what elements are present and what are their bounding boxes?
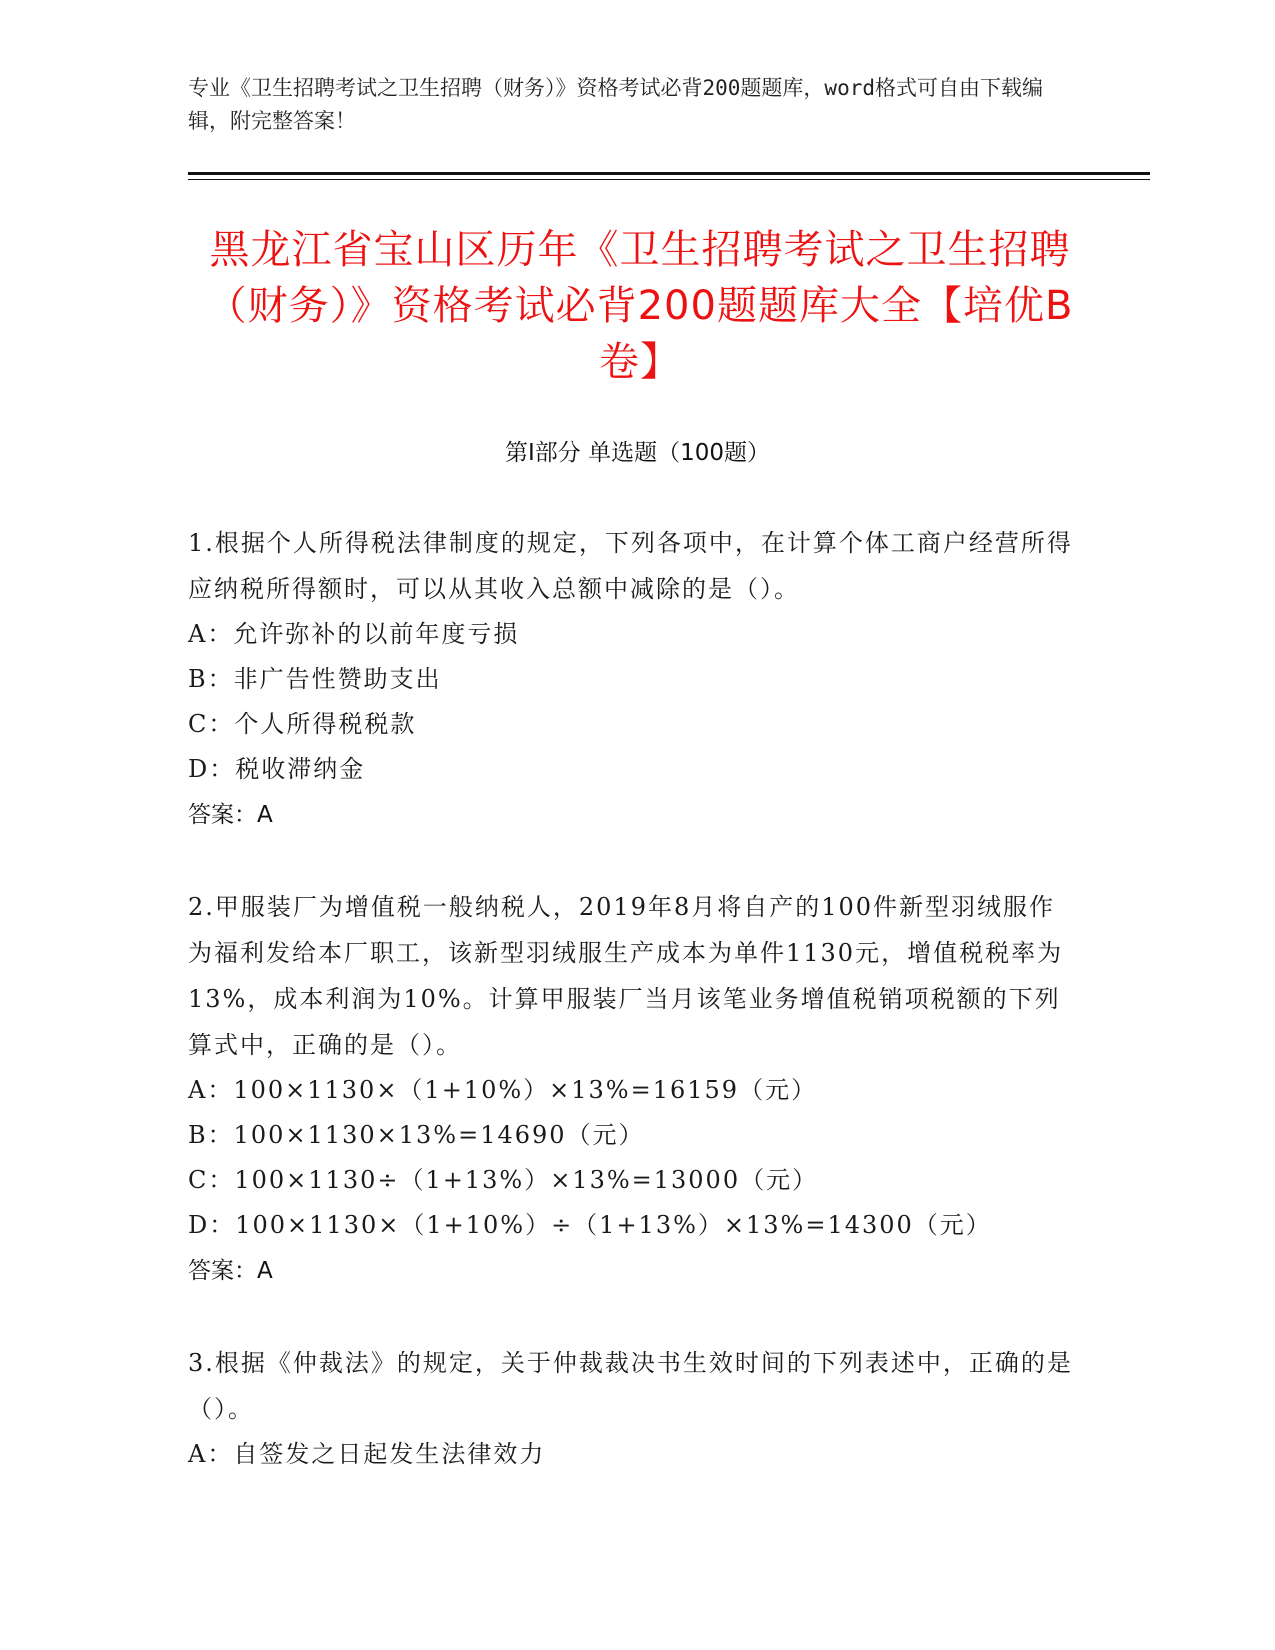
header-rule-thick: [188, 172, 1150, 175]
question-list: [188, 520, 1078, 1523]
question-3: [188, 1340, 1078, 1477]
question-stem: 3.根据《仲裁法》的规定，关于仲裁裁决书生效时间的下列表述中，正确的是（）。: [188, 1349, 1073, 1423]
header-note: 专业《卫生招聘考试之卫生招聘（财务）》资格考试必背200题题库，word格式可自由下载编辑，附完整答案！: [188, 76, 1043, 133]
option-b: B：非广告性赞助支出: [188, 665, 442, 693]
section-title: 第Ⅰ部分 单选题（100题）: [505, 440, 770, 466]
option-a: A：允许弥补的以前年度亏损: [188, 620, 520, 648]
option-d: D：税收滞纳金: [188, 755, 366, 783]
document-title: 黑龙江省宝山区历年《卫生招聘考试之卫生招聘（财务）》资格考试必背200题题库大全【培优B卷】: [206, 227, 1074, 385]
question-1: [188, 520, 1078, 838]
answer-label: 答案：A: [188, 1258, 273, 1284]
option-c: C：个人所得税税款: [188, 710, 417, 738]
question-stem: 1.根据个人所得税法律制度的规定，下列各项中，在计算个体工商户经营所得应纳税所得额时，可以从其收入总额中减除的是（）。: [188, 529, 1073, 603]
option-d: D：100×1130×（1+10%）÷（1+13%）×13%=14300（元）: [188, 1211, 992, 1239]
option-b: B：100×1130×13%=14690（元）: [188, 1121, 645, 1149]
question-2: [188, 884, 1078, 1294]
option-c: C：100×1130÷（1+13%）×13%=13000（元）: [188, 1166, 819, 1194]
option-a: A：100×1130×（1+10%）×13%=16159（元）: [188, 1076, 818, 1104]
question-stem: 2.甲服装厂为增值税一般纳税人，2019年8月将自产的100件新型羽绒服作为福利发给本厂职工，该新型羽绒服生产成本为单件1130元，增值税税率为13%，成本利润为10%。计算甲服装厂当月该笔业务增值税销项税额的下列算式中，正确的是（）。: [188, 893, 1064, 1059]
answer-label: 答案：A: [188, 802, 273, 828]
header-rule-thin: [188, 179, 1150, 180]
option-a: A：自签发之日起发生法律效力: [188, 1440, 546, 1468]
